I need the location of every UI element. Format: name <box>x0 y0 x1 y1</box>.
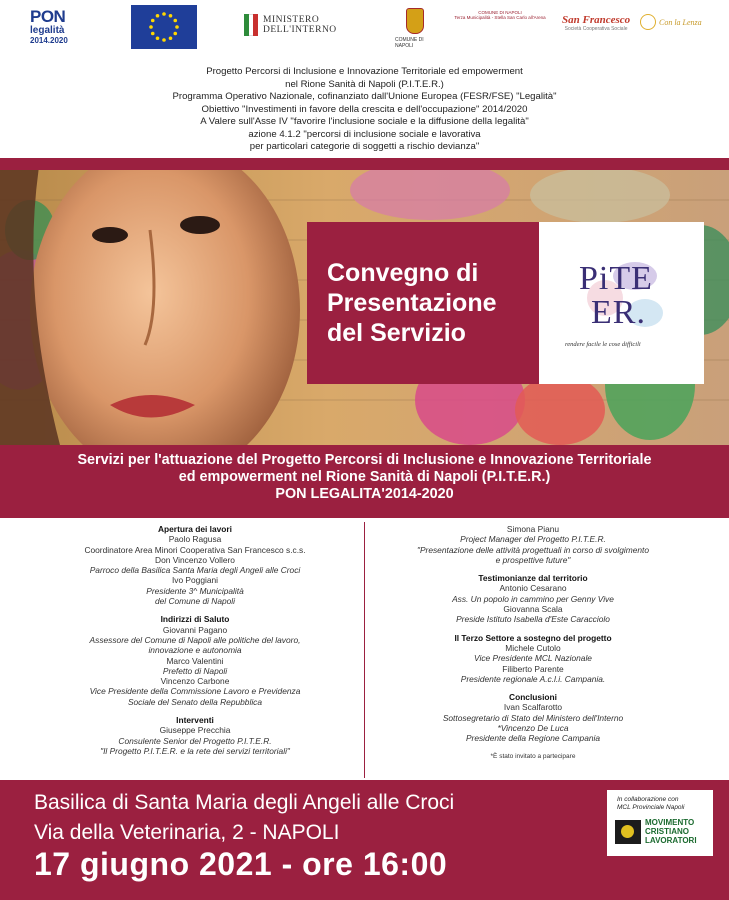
program-divider <box>364 522 365 778</box>
program-line: Sottosegretario di Stato del Ministero dell'Interno <box>442 712 624 723</box>
eu-flag-icon <box>131 5 197 49</box>
section-heading: Il Terzo Settore a sostegno del progetto <box>454 632 612 643</box>
san-francesco-logo <box>562 14 630 32</box>
napoli-caption: COMUNE DI NAPOLI <box>395 37 424 49</box>
eu-star-icon <box>151 32 155 36</box>
program-line: Presidente della Regione Campania <box>465 733 601 744</box>
services-line-2: ed empowerment nel Rione Sanità di Napoli (P.I.T.E.R.) <box>178 469 551 485</box>
piter-logo-box <box>539 222 704 384</box>
municipality-line-1: COMUNE DI NAPOLI <box>478 10 522 15</box>
ministero-interno-logo <box>244 14 337 36</box>
program-line: Simona Pianu <box>506 524 560 534</box>
lenza-circle-icon <box>640 14 656 30</box>
program-line: Presidente 3^ Municipalità <box>146 585 244 596</box>
program-line: Michele Cutolo <box>505 642 561 653</box>
eu-star-icon <box>175 25 179 29</box>
project-line: per particolari categorie di soggetti a rischio devianza" <box>249 141 480 152</box>
program-line: Ivan Scalfarotto <box>503 702 563 713</box>
program-line: Giovanna Scala <box>503 604 563 615</box>
program-right-column <box>378 524 688 762</box>
eu-star-icon <box>169 14 173 18</box>
eu-star-icon <box>156 36 160 40</box>
convegno-title <box>327 258 497 348</box>
project-line: Obiettivo "Investimenti in favore della crescita e dell'occupazione" 2014/2020 <box>201 103 528 115</box>
eu-star-icon <box>156 14 160 18</box>
eu-star-icon <box>162 12 166 16</box>
project-line: azione 4.1.2 "percorsi di inclusione sociale e lavorativa <box>248 128 481 140</box>
services-title <box>0 452 729 503</box>
program-line: *Vincenzo De Luca <box>497 723 569 734</box>
venue-address: Via della Veterinaria, 2 - NAPOLI <box>34 821 340 844</box>
section-heading: Testimonianze dal territorio <box>478 573 588 584</box>
project-line: A Valere sull'Asse IV "favorire l'inclusione sociale e la diffusione della legalità" <box>200 116 529 127</box>
eu-star-icon <box>173 32 177 36</box>
program-line: Preside Istituto Isabella d'Este Caracciolo <box>456 614 610 625</box>
ministry-line-2: DELL'INTERNO <box>263 25 337 35</box>
italy-flag-icon <box>244 14 258 36</box>
section-heading: Interventi <box>176 715 214 726</box>
program-line: Filiberto Parente <box>502 663 564 674</box>
con-la-lenza-logo <box>640 14 702 30</box>
program-line: Sociale del Senato della Repubblica <box>127 696 263 707</box>
comune-napoli-logo <box>395 8 435 49</box>
program-line: Don Vincenzo Vollero <box>155 554 235 565</box>
program-line: innovazione e autonomia <box>148 645 242 656</box>
pon-legalita-logo <box>30 8 82 50</box>
collab-line-1: In collaborazione con <box>617 796 679 803</box>
mcl-name-line-2: CRISTIANO <box>645 827 689 836</box>
section-heading: Conclusioni <box>509 692 557 703</box>
program-line: e prospettive future" <box>495 554 571 565</box>
eu-star-icon <box>162 38 166 42</box>
municipalita-logo <box>450 10 550 20</box>
mcl-name-line-3: LAVORATORI <box>645 836 697 845</box>
program-line: Vice Presidente MCL Nazionale <box>474 653 592 664</box>
san-francesco-sub: Società Cooperativa Sociale <box>564 26 628 32</box>
logo-strip <box>0 0 729 62</box>
napoli-crest-icon <box>406 8 424 34</box>
convegno-line-1: Convegno di <box>327 259 479 287</box>
program-line: del Comune di Napoli <box>154 596 236 607</box>
program-line: Prefetto di Napoli <box>162 665 228 676</box>
piter-logo-line-2: ER. <box>591 294 646 331</box>
eu-star-icon <box>169 36 173 40</box>
collab-line-2: MCL Provinciale Napoli <box>617 804 685 811</box>
lenza-name: Con la Lenza <box>659 17 702 27</box>
program-line: Presidente regionale A.c.l.i. Campania. <box>460 673 606 684</box>
project-description <box>0 66 729 154</box>
program-line: Ivo Poggiani <box>171 575 219 586</box>
san-francesco-name: San Francesco <box>562 14 631 26</box>
ministry-line-1: MINISTERO <box>263 15 320 25</box>
mcl-name <box>645 818 697 845</box>
event-date: 17 giugno 2021 - ore 16:00 <box>34 846 448 882</box>
program-line: "Il Progetto P.I.T.E.R. e la rete dei servizi territoriali" <box>100 745 290 756</box>
program-line: Vincenzo Carbone <box>160 676 230 687</box>
program-line: Coordinatore Area Minori Cooperativa San Francesco s.c.s. <box>84 544 306 555</box>
eu-star-icon <box>149 25 153 29</box>
venue-name: Basilica di Santa Maria degli Angeli alle Croci <box>34 791 455 814</box>
program-line: Giovanni Pagano <box>162 624 228 635</box>
mcl-logo-icon <box>615 820 641 844</box>
eu-star-icon <box>151 19 155 23</box>
program-line: Project Manager del Progetto P.I.T.E.R. <box>460 534 606 545</box>
program-line: Consulente Senior del Progetto P.I.T.E.R. <box>118 735 272 746</box>
piter-tagline: rendere facile le cose difficili <box>565 341 641 348</box>
invite-note: *È stato invitato a partecipare <box>490 752 576 760</box>
project-line: nel Rione Sanità di Napoli (P.I.T.E.R.) <box>285 78 444 90</box>
convegno-box <box>307 222 539 384</box>
convegno-line-3: del Servizio <box>327 319 466 347</box>
program-left-column <box>40 524 350 756</box>
program-line: Vice Presidente della Commissione Lavoro e Previdenza <box>89 686 301 697</box>
project-line: Progetto Percorsi di Inclusione e Innovazione Territoriale ed empowerment <box>206 66 523 77</box>
convegno-line-2: Presentazione <box>327 289 497 317</box>
program-line: Giuseppe Precchia <box>159 725 231 736</box>
venue <box>34 788 454 848</box>
mcl-name-line-1: MOVIMENTO <box>645 818 695 827</box>
project-line: Programma Operativo Nazionale, cofinanziato dall'Unione Europea (FESR/FSE) "Legalità" <box>172 91 557 102</box>
services-line-1: Servizi per l'attuazione del Progetto Percorsi di Inclusione e Innovazione Territoriale <box>77 452 652 468</box>
eu-star-icon <box>173 19 177 23</box>
program-line: Ass. Un popolo in cammino per Genny Vive <box>452 593 614 604</box>
piter-logo <box>579 262 653 330</box>
municipality-line-2: Terza Municipalità - Stella San Carlo all'Arena <box>454 15 546 20</box>
program-line: Assessore del Comune di Napoli alle politiche del lavoro, <box>89 634 301 645</box>
collaboration-box <box>607 790 713 856</box>
section-heading: Indirizzi di Saluto <box>160 614 230 625</box>
section-heading: Apertura dei lavori <box>157 524 232 534</box>
program-line: Marco Valentini <box>166 655 224 666</box>
pon-logo-year: 2014.2020 <box>30 36 68 45</box>
piter-logo-line-1: PiTE <box>579 260 653 297</box>
services-line-3: PON LEGALITA'2014-2020 <box>275 486 454 502</box>
program-line: Parroco della Basilica Santa Maria degli Angeli alle Croci <box>89 565 301 576</box>
pon-logo-subtext: legalità <box>30 25 65 36</box>
program-line: Paolo Ragusa <box>168 534 222 545</box>
pon-logo-text: PON <box>30 7 66 26</box>
program-line: Antonio Cesarano <box>499 583 567 594</box>
program-line: "Presentazione delle attività progettuali in corso di svolgimento <box>416 544 650 555</box>
